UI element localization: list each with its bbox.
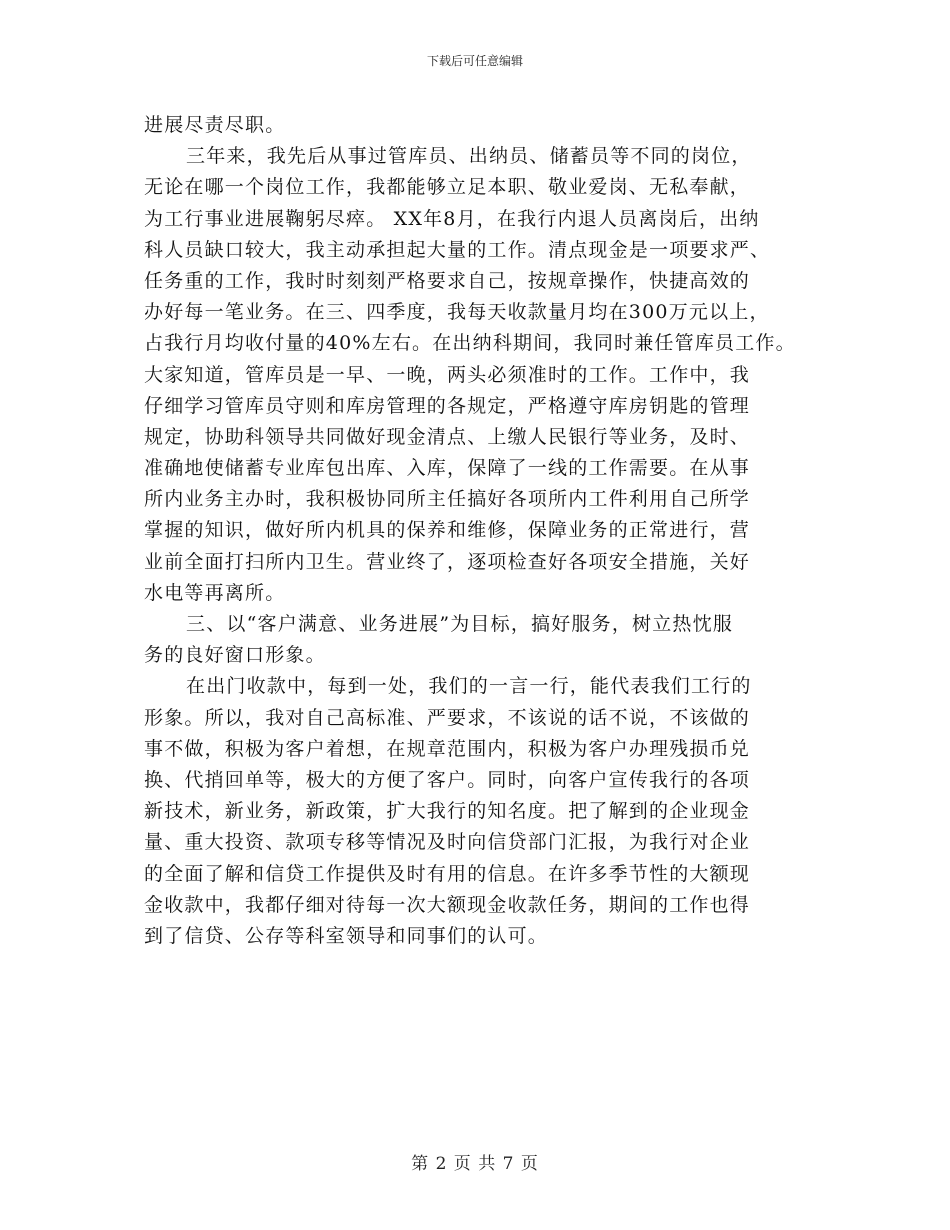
text-line: 三、以“客户满意、业务进展”为目标，搞好服务，树立热忱服 (186, 613, 734, 635)
text-line: 任务重的工作，我时时刻刻严格要求自己，按规章操作，快捷高效的 (144, 269, 751, 292)
text-line: 掌握的知识，做好所内机具的保养和维修，保障业务的正常进行，营 (144, 519, 751, 542)
text-line: 无论在哪一个岗位工作，我都能够立足本职、敬业爱岗、无私奉献， (144, 176, 751, 199)
text-line: 到了信贷、公存等科室领导和同事们的认可。 (144, 924, 549, 947)
text-line: 准确地使储蓄专业库包出库、入库，保障了一线的工作需要。在从事 (144, 457, 751, 480)
text-line: 仔细学习管库员守则和库房管理的各规定，严格遵守库房钥匙的管理 (144, 394, 751, 417)
text-line: 水电等再离所。 (144, 581, 286, 604)
page-footer: 第 2 页 共 7 页 (411, 1154, 539, 1174)
text-line: 在出门收款中，每到一处，我们的一言一行，能代表我们工行的 (186, 675, 752, 698)
text-line: 换、代捎回单等，极大的方便了客户。同时，向客户宣传我行的各项 (144, 768, 751, 791)
text-line: 大家知道，管库员是一早、一晚，两头必须准时的工作。工作中，我 (144, 363, 751, 386)
text-line: 规定，协助科领导共同做好现金清点、上缴人民银行等业务，及时、 (144, 425, 751, 448)
text-line: 事不做，积极为客户着想，在规章范围内，积极为客户办理残损币兑 (144, 737, 751, 760)
text-line: 科人员缺口较大，我主动承担起大量的工作。清点现金是一项要求严、 (144, 238, 771, 261)
page-header: 下载后可任意编辑 (426, 54, 523, 68)
text-line: 的全面了解和信贷工作提供及时有用的信息。在许多季节性的大额现 (144, 862, 751, 885)
text-line: 务的良好窗口形象。 (144, 644, 326, 667)
text-line: 金收款中，我都仔细对待每一次大额现金收款任务，期间的工作也得 (144, 893, 751, 916)
text-line: 三年来，我先后从事过管库员、出纳员、储蓄员等不同的岗位， (186, 145, 752, 168)
text-line: 所内业务主办时，我积极协同所主任搞好各项所内工件利用自己所学 (144, 488, 751, 511)
text-line: 占我行月均收付量的40%左右。在出纳科期间，我同时兼任管库员工作。 (144, 332, 796, 355)
text-line: 量、重大投资、款项专移等情况及时向信贷部门汇报，为我行对企业 (144, 831, 751, 854)
text-line: 形象。所以，我对自己高标准、严要求，不该说的话不说，不该做的 (144, 706, 751, 729)
text-line: 办好每一笔业务。在三、四季度，我每天收款量月均在300万元以上， (144, 301, 770, 324)
text-line: 业前全面打扫所内卫生。营业终了，逐项检查好各项安全措施，关好 (144, 550, 751, 573)
text-line: 为工行事业进展鞠躬尽瘁。 XX年8月，在我行内退人员离岗后，出纳 (144, 207, 760, 230)
text-line: 进展尽责尽职。 (144, 114, 286, 136)
text-line: 新技术，新业务，新政策，扩大我行的知名度。把了解到的企业现金 (144, 800, 751, 823)
document-body (144, 110, 804, 952)
